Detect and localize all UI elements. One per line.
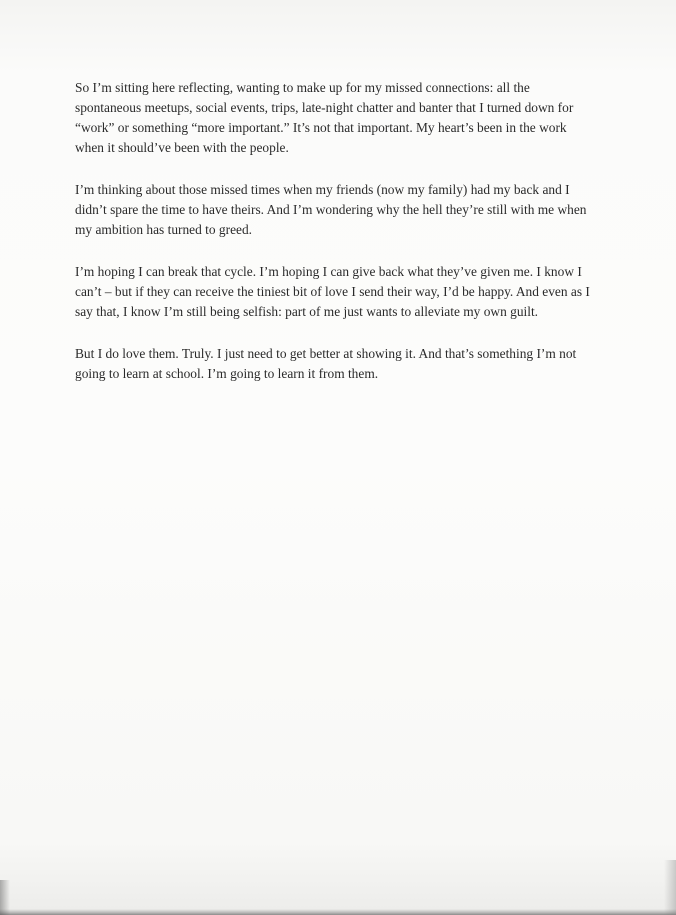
text-line: going to learn at school. I’m going to learn it from them.: [75, 366, 379, 381]
text-line: So I’m sitting here reflecting, wanting to make up for my missed connections: all the: [75, 80, 530, 95]
paragraph-2: [75, 180, 595, 240]
text-line: But I do love them. Truly. I just need to get better at showing it. And that’s something I’m not: [75, 346, 577, 361]
text-line: my ambition has turned to greed.: [75, 222, 253, 237]
paragraph-3: [75, 262, 595, 322]
document-body: [75, 78, 595, 406]
scan-shadow-left: [0, 880, 10, 915]
text-line: spontaneous meetups, social events, trips, late-night chatter and banter that I turned down for: [75, 100, 574, 115]
text-line: I’m hoping I can break that cycle. I’m hoping I can give back what they’ve given me. I know I: [75, 264, 582, 279]
paragraph-1: [75, 78, 595, 158]
scan-shadow-right: [664, 860, 676, 915]
text-line: when it should’ve been with the people.: [75, 140, 289, 155]
text-line: “work” or something “more important.” It’s not that important. My heart’s been in the work: [75, 120, 567, 135]
paragraph-4: [75, 344, 595, 384]
text-line: didn’t spare the time to have theirs. And I’m wondering why the hell they’re still with me when: [75, 202, 587, 217]
text-line: can’t – but if they can receive the tiniest bit of love I send their way, I’d be happy. And even as I: [75, 284, 590, 299]
text-line: say that, I know I’m still being selfish: part of me just wants to alleviate my own guilt.: [75, 304, 539, 319]
text-line: I’m thinking about those missed times when my friends (now my family) had my back and I: [75, 182, 570, 197]
scan-shadow-bottom: [0, 909, 676, 915]
